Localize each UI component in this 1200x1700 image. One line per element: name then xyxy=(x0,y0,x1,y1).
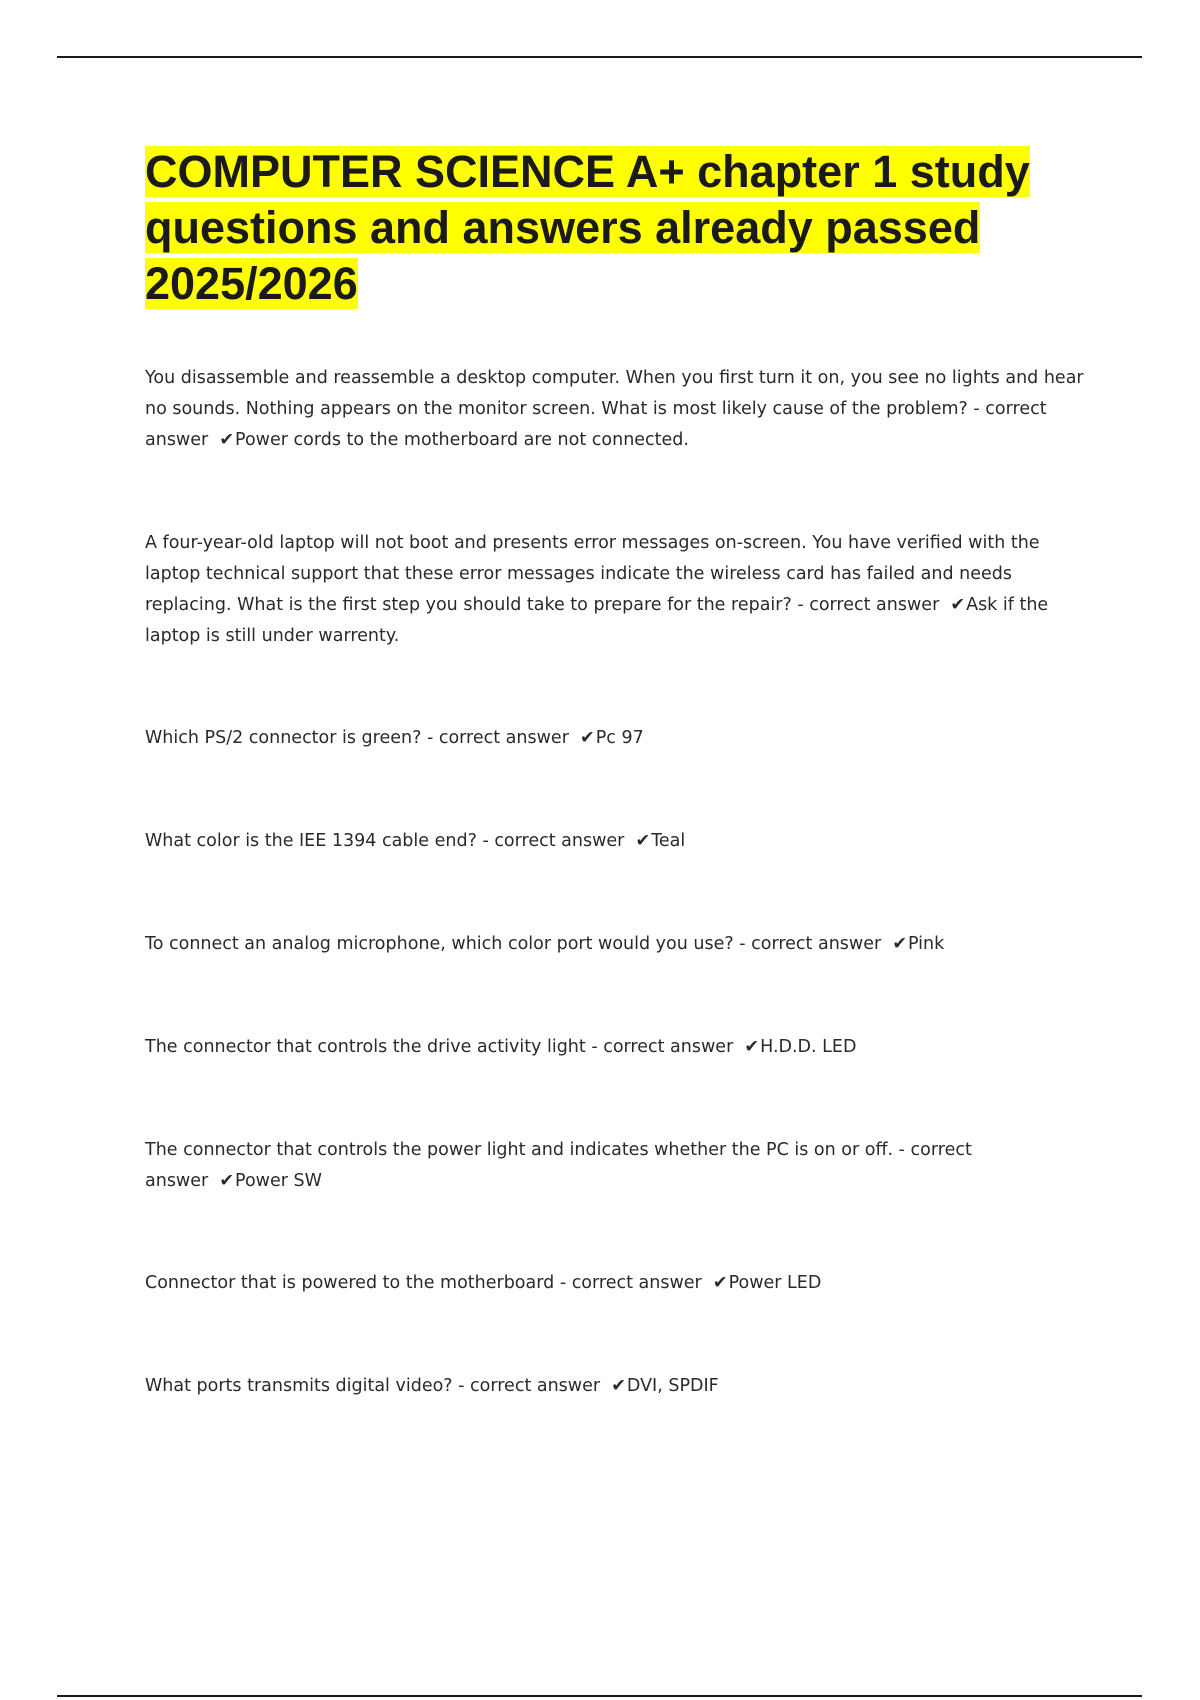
checkmark-icon: ✔ xyxy=(744,1037,760,1057)
answer-marker: - correct answer xyxy=(458,1376,601,1396)
checkmark-icon: ✔ xyxy=(219,430,235,450)
answer-marker: - correct answer xyxy=(591,1037,734,1057)
answer-text: H.D.D. LED xyxy=(760,1037,857,1057)
answer-marker: - correct answer xyxy=(482,831,625,851)
question-text: The connector that controls the drive activity light xyxy=(145,1037,586,1057)
answer-marker: - correct answer xyxy=(426,728,569,748)
question-text: To connect an analog microphone, which color port would you use? xyxy=(145,934,734,954)
checkmark-icon: ✔ xyxy=(950,595,966,615)
answer-text: Pc 97 xyxy=(595,728,644,748)
question-text: Connector that is powered to the motherboard xyxy=(145,1273,555,1293)
qa-item xyxy=(145,723,1085,754)
answer-marker: - correct answer xyxy=(559,1273,702,1293)
answer-marker: - correct answer xyxy=(797,595,940,615)
qa-item xyxy=(145,363,1085,456)
checkmark-icon: ✔ xyxy=(712,1273,728,1293)
bottom-rule xyxy=(57,1695,1142,1697)
answer-text: Power LED xyxy=(728,1273,822,1293)
question-text: What color is the IEE 1394 cable end? xyxy=(145,831,477,851)
checkmark-icon: ✔ xyxy=(892,934,907,954)
answer-text: Power cords to the motherboard are not connected. xyxy=(235,430,689,450)
question-text: You disassemble and reassemble a desktop computer. When you first turn it on, you see no lights and hear no sounds. Nothing appears on the monitor screen. What is most likely cause of the problem? xyxy=(145,368,1084,419)
qa-item xyxy=(145,528,1085,652)
answer-marker: - correct answer xyxy=(145,399,1047,450)
qa-item xyxy=(145,826,1085,857)
qa-item xyxy=(145,1371,1085,1402)
title-highlight: COMPUTER SCIENCE A+ chapter 1 study questions and answers already passed 2025/2026 xyxy=(145,146,1030,309)
checkmark-icon: ✔ xyxy=(219,1171,235,1191)
answer-text: Teal xyxy=(651,831,686,851)
answer-text: Ask if the laptop is still under warrenty. xyxy=(145,595,1049,646)
qa-item xyxy=(145,1268,1085,1299)
document-title xyxy=(145,144,1045,312)
checkmark-icon: ✔ xyxy=(611,1376,626,1396)
question-text: What ports transmits digital video? xyxy=(145,1376,453,1396)
answer-marker: - correct answer xyxy=(739,934,882,954)
answer-text: Power SW xyxy=(235,1171,322,1191)
qa-item xyxy=(145,1135,1085,1197)
question-text: The connector that controls the power light and indicates whether the PC is on or off. xyxy=(145,1140,894,1160)
question-text: A four-year-old laptop will not boot and presents error messages on-screen. You have verified with the laptop technical support that these error messages indicate the wireless card has failed and needs replacing. What is the first step you should take to prepare for the repair? xyxy=(145,533,1040,615)
checkmark-icon: ✔ xyxy=(635,831,651,851)
answer-text: Pink xyxy=(908,934,945,954)
checkmark-icon: ✔ xyxy=(580,728,595,748)
answer-marker: - correct answer xyxy=(145,1140,972,1191)
question-text: Which PS/2 connector is green? xyxy=(145,728,422,748)
top-rule xyxy=(57,56,1142,58)
qa-item xyxy=(145,929,1085,960)
answer-text: DVI, SPDIF xyxy=(626,1376,719,1396)
qa-item xyxy=(145,1032,1085,1063)
